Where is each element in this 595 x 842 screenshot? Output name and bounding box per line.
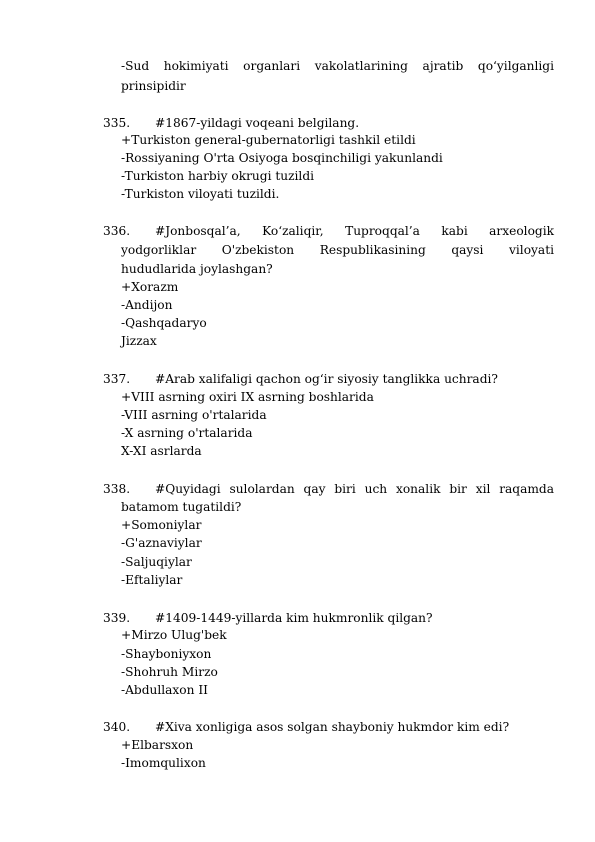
question-text-continued: yodgorliklar O'zbekiston Respublikasining qaysi viloyati	[121, 243, 554, 257]
answer-option: -Turkiston viloyati tuzildi.	[121, 187, 280, 201]
question-text: #Xiva xonligiga asos solgan shayboniy hukmdor kim edi?	[155, 720, 510, 734]
question-text: #Jonbosqal’a, Ko‘zaliqir, Tuproqqal’a kabi arxeologik	[155, 224, 554, 238]
answer-option: +VIII asrning oxiri IX asrning boshlarida	[121, 390, 374, 404]
intro-line-2: prinsipidir	[121, 79, 186, 93]
answer-option: -Qashqadaryo	[121, 316, 207, 330]
answer-option: -Saljuqiylar	[121, 555, 192, 569]
question-number: 340.	[103, 720, 131, 734]
answer-option: Jizzax	[121, 334, 157, 348]
answer-option: -Turkiston harbiy okrugi tuzildi	[121, 169, 315, 183]
answer-option: X-XI asrlarda	[121, 444, 202, 458]
answer-option: -G'aznaviylar	[121, 536, 202, 550]
answer-option: -VIII asrning o'rtalarida	[121, 408, 267, 422]
answer-option: -Shohruh Mirzo	[121, 665, 218, 679]
question-text-continued: hududlarida joylashgan?	[121, 262, 273, 276]
question-text: #Quyidagi sulolardan qay biri uch xonalik bir xil raqamda	[155, 482, 554, 496]
answer-option: -X asrning o'rtalarida	[121, 426, 253, 440]
answer-option: +Elbarsxon	[121, 738, 194, 752]
intro-line-1: -Sud hokimiyati organlari vakolatlarining ajratib qo‘yilganligi	[121, 59, 554, 73]
answer-option: -Andijon	[121, 298, 173, 312]
question-number: 337.	[103, 372, 131, 386]
answer-option: +Turkiston general-gubernatorligi tashkil etildi	[121, 133, 416, 147]
question-text: #1867-yildagi voqeani belgilang.	[155, 116, 360, 130]
answer-option: +Somoniylar	[121, 518, 202, 532]
question-number: 338.	[103, 482, 131, 496]
question-text: #1409-1449-yillarda kim hukmronlik qilgan?	[155, 611, 433, 625]
answer-option: -Eftaliylar	[121, 573, 183, 587]
answer-option: +Xorazm	[121, 280, 179, 294]
question-number: 339.	[103, 611, 131, 625]
question-number: 335.	[103, 116, 131, 130]
question-text: #Arab xalifaligi qachon og‘ir siyosiy tanglikka uchradi?	[155, 372, 498, 386]
question-number: 336.	[103, 224, 131, 238]
answer-option: +Mirzo Ulug'bek	[121, 628, 227, 642]
answer-option: -Abdullaxon II	[121, 683, 208, 697]
question-text-continued: batamom tugatildi?	[121, 500, 242, 514]
answer-option: -Shayboniyxon	[121, 647, 212, 661]
answer-option: -Imomqulixon	[121, 756, 206, 770]
answer-option: -Rossiyaning O'rta Osiyoga bosqinchiligi yakunlandi	[121, 151, 443, 165]
